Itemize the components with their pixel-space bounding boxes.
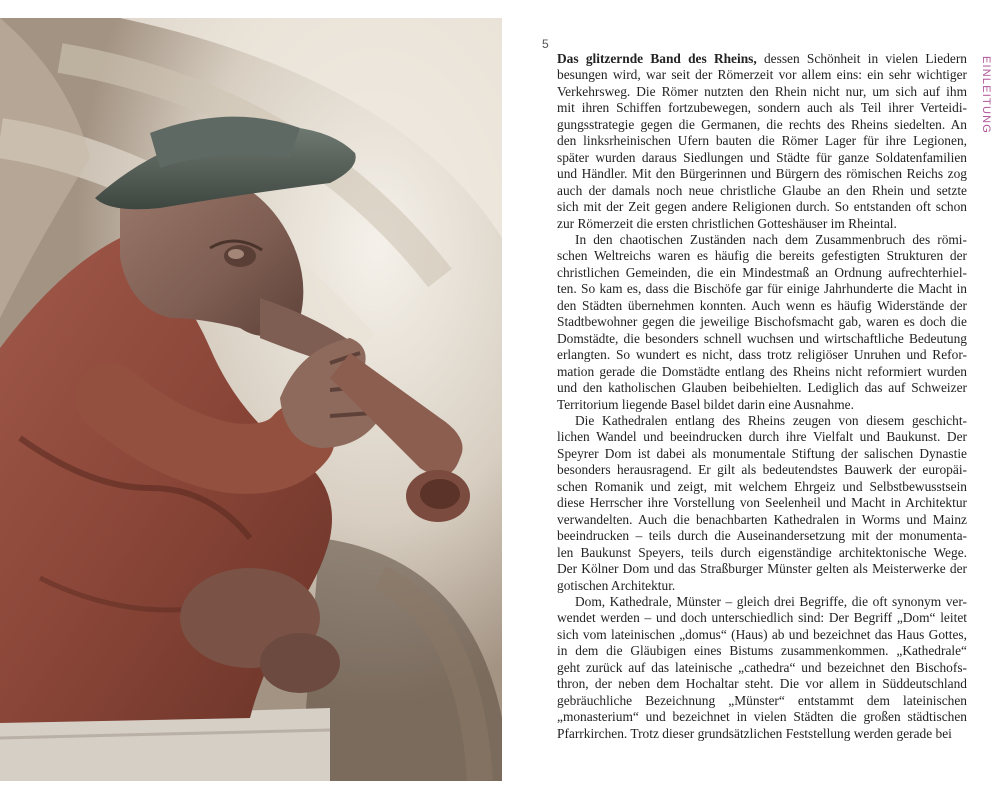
text-line: „monasterium“ und bezeichnet in vielen Städten die großen städtischen bbox=[557, 709, 967, 725]
text-line: sich vom lateinischen „domus“ (Haus) ab und bezeichnet das Haus Gottes, bbox=[557, 626, 967, 642]
text-line: Die Kathedralen entlang des Rheins zeugen von diesem geschicht- bbox=[575, 412, 967, 428]
text-line: schen Romanik und zeigt, mit welchem Ehrgeiz und Selbstbewusstsein bbox=[557, 478, 967, 494]
text-line: christlichen Gemeinden, die ein Mindestmaß an Ordnung aufrechterhiel- bbox=[557, 264, 967, 280]
text-line: den Städten übernehmen konnten. Auch wenn es häufig Widerstände der bbox=[557, 297, 967, 313]
text-line: und den katholischen Glauben beibehielten. Lediglich das auf Schweizer bbox=[557, 380, 967, 396]
text-line: Dom, Kathedrale, Münster – gleich drei Begriffe, die oft synonym ver- bbox=[575, 593, 967, 609]
page-number: 5 bbox=[542, 37, 549, 51]
lead-in: Das glitzernde Band des Rheins, bbox=[557, 51, 757, 66]
text-line: später wurden daraus Siedlungen und Städte für ganze Soldatenfamilien bbox=[557, 149, 967, 165]
text-line: besungen wird, war seit der Römerzeit vor allem eins: ein sehr wichtiger bbox=[557, 67, 967, 83]
text-line: gebräuchliche Bezeichnung „Münster“ entstammt dem lateinischen bbox=[557, 692, 967, 708]
text-line: den linksrheinischen Ufern bauten die Römer Lager für ihre Legionen, bbox=[557, 133, 967, 149]
photo-terracotta-figure bbox=[0, 18, 502, 781]
text-line: wendet werden – und doch unterschiedlich sind: Der Begriff „Dom“ leitet bbox=[557, 610, 967, 626]
text-line: und Händler. Mit den Bürgerinnen und Bürgern des römischen Reichs zog bbox=[557, 166, 967, 182]
paragraph bbox=[557, 232, 967, 413]
chapter-side-label: EINLEITUNG bbox=[980, 56, 992, 135]
text-line: Speyrer Dom ist dabei als monumentale Stiftung der salischen Dynastie bbox=[557, 445, 967, 461]
text-line: Territorium liegende Basel bildet darin eine Ausnahme. bbox=[557, 396, 854, 412]
text-line: gungsstrategie gegen die Germanen, die rechts des Rheins siedelten. An bbox=[557, 116, 967, 132]
text-line: gotischen Architektur. bbox=[557, 577, 676, 593]
body-text bbox=[557, 51, 967, 742]
text-line: Pfarrkirchen. Trotz dieser grundsätzlichen Feststellung werden gerade bei bbox=[557, 725, 952, 741]
text-line: ten. So kam es, dass die Bischöfe gar für einige Jahrhunderte die Macht in bbox=[557, 281, 967, 297]
text-line: zur Römerzeit die ersten christlichen Gotteshäuser im Rheintal. bbox=[557, 215, 897, 231]
text-line: thron, der neben dem Hochaltar steht. Die vor allem in Süddeutschland bbox=[557, 676, 967, 692]
text-line: Stadtbewohner gegen die jeweilige Bischofsmacht gab, waren es doch die bbox=[557, 314, 967, 330]
text-line: besonders herausragend. Er gilt als bedeutendstes Bauwerk der europäi- bbox=[557, 462, 967, 478]
text-line: lichen Wandel und beeindrucken durch ihre Vielfalt und Baukunst. Der bbox=[557, 429, 967, 445]
text-line: len Baukunst Speyers, teils durch eigenständige architektonische Wege. bbox=[557, 544, 967, 560]
text-line-rest: dessen Schönheit in vielen Liedern bbox=[756, 51, 967, 66]
paragraph bbox=[557, 413, 967, 594]
terracotta-figure-icon bbox=[0, 18, 502, 781]
text-line: diese Herrscher ihre Vorstellung von Seelenheil und Macht in Architektur bbox=[557, 495, 967, 511]
text-line: In den chaotischen Zuständen nach dem Zusammenbruch des römi- bbox=[575, 231, 967, 247]
text-line: Verkehrsweg. Die Römer nutzten den Rhein nicht nur, um sich auf ihm bbox=[557, 83, 967, 99]
text-line: schen Weltreichs waren es häufig die bereits gefestigten Strukturen der bbox=[557, 248, 967, 264]
text-line: Domstädte, die besonders schnell wuchsen und wirtschaftliche Bedeutung bbox=[557, 330, 967, 346]
text-line: verwandelten. Auch die benachbarten Kathedralen in Worms und Mainz bbox=[557, 511, 967, 527]
text-line: mation gerade die Domstädte entlang des Rheins nicht reformiert wurden bbox=[557, 363, 967, 379]
paragraph bbox=[557, 594, 967, 742]
text-line: erlangten. So wundert es nicht, dass trotz religiöser Unruhen und Refor- bbox=[557, 347, 967, 363]
text-line: in dem die Gläubigen eines Bistums zusammenkommen. „Kathedrale“ bbox=[557, 643, 967, 659]
text-line: mit ihren Schiffen fortzubewegen, sondern auch als Teil ihrer Verteidi- bbox=[557, 100, 967, 116]
text-line: Der Kölner Dom und das Straßburger Münster gelten als Meisterwerke der bbox=[557, 561, 967, 577]
text-line: beeindrucken – teils durch die Auseinandersetzung mit der monumenta- bbox=[557, 528, 967, 544]
text-line: auch der damals noch neue christliche Glaube an den Rhein und setzte bbox=[557, 182, 967, 198]
paragraph bbox=[557, 51, 967, 232]
text-line: geht zurück auf das lateinische „cathedra“ und bezeichnet den Bischofs- bbox=[557, 659, 967, 675]
text-line: sich mit der Zeit gegen andere Religionen durch. So entstanden oft schon bbox=[557, 199, 967, 215]
text-line bbox=[557, 51, 967, 67]
